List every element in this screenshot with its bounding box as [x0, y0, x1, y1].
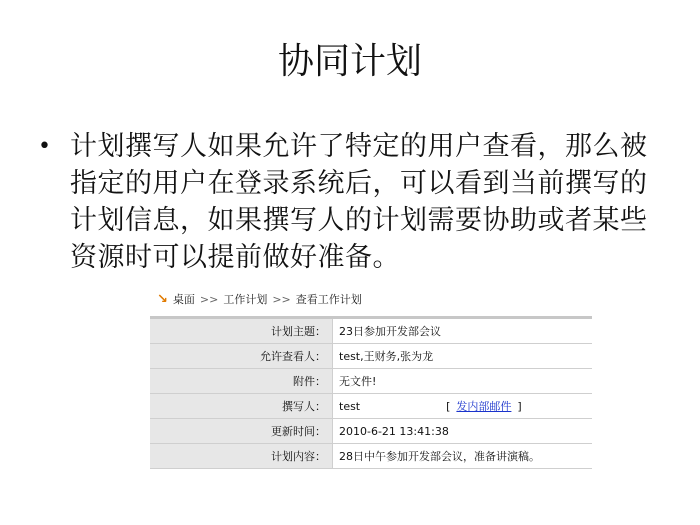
allowed-viewers-label: 允许查看人： — [150, 344, 333, 369]
table-row — [150, 318, 592, 344]
plan-content-label: 计划内容： — [150, 444, 333, 469]
arrow-icon: ↘ — [157, 291, 168, 307]
bullet-dot: • — [38, 134, 51, 159]
send-internal-mail-link[interactable]: 发内部邮件 — [456, 400, 512, 413]
link-open-bracket: [ — [446, 400, 451, 413]
author-label: 撰写人： — [150, 394, 333, 419]
author-cell — [333, 394, 593, 419]
plan-subject-value: 23日参加开发部会议 — [333, 318, 593, 344]
bullet-text: 计划撰写人如果允许了特定的用户查看，那么被指定的用户在登录系统后，可以看到当前撰写的计划信息，如果撰写人的计划需要协助或者某些资源时可以提前做好准备。 — [70, 131, 648, 273]
link-close-bracket: ] — [517, 400, 522, 413]
allowed-viewers-value: test,王财务,张为龙 — [333, 344, 593, 369]
table-row — [150, 419, 592, 444]
table-row — [150, 394, 592, 419]
table-row — [150, 369, 592, 394]
updated-time-value: 2010-6-21 13:41:38 — [333, 419, 593, 444]
breadcrumb-separator: >> — [272, 292, 291, 306]
breadcrumb-item-work-plan[interactable]: 工作计划 — [223, 293, 268, 306]
table-row — [150, 344, 592, 369]
plan-detail-table — [150, 316, 592, 469]
breadcrumb-item-view-plan: 查看工作计划 — [295, 293, 362, 306]
breadcrumb-separator: >> — [199, 292, 219, 306]
attachment-value: 无文件! — [333, 369, 593, 394]
breadcrumb — [157, 289, 362, 309]
plan-content-value: 28日中午参加开发部会议，准备讲演稿。 — [333, 444, 593, 469]
attachment-label: 附件： — [150, 369, 333, 394]
updated-time-label: 更新时间： — [150, 419, 333, 444]
plan-subject-label: 计划主题： — [150, 318, 333, 344]
breadcrumb-item-desktop[interactable]: 桌面 — [172, 293, 195, 306]
table-row — [150, 444, 592, 469]
slide-title: 协同计划 — [277, 41, 422, 82]
author-value: test — [339, 400, 361, 413]
